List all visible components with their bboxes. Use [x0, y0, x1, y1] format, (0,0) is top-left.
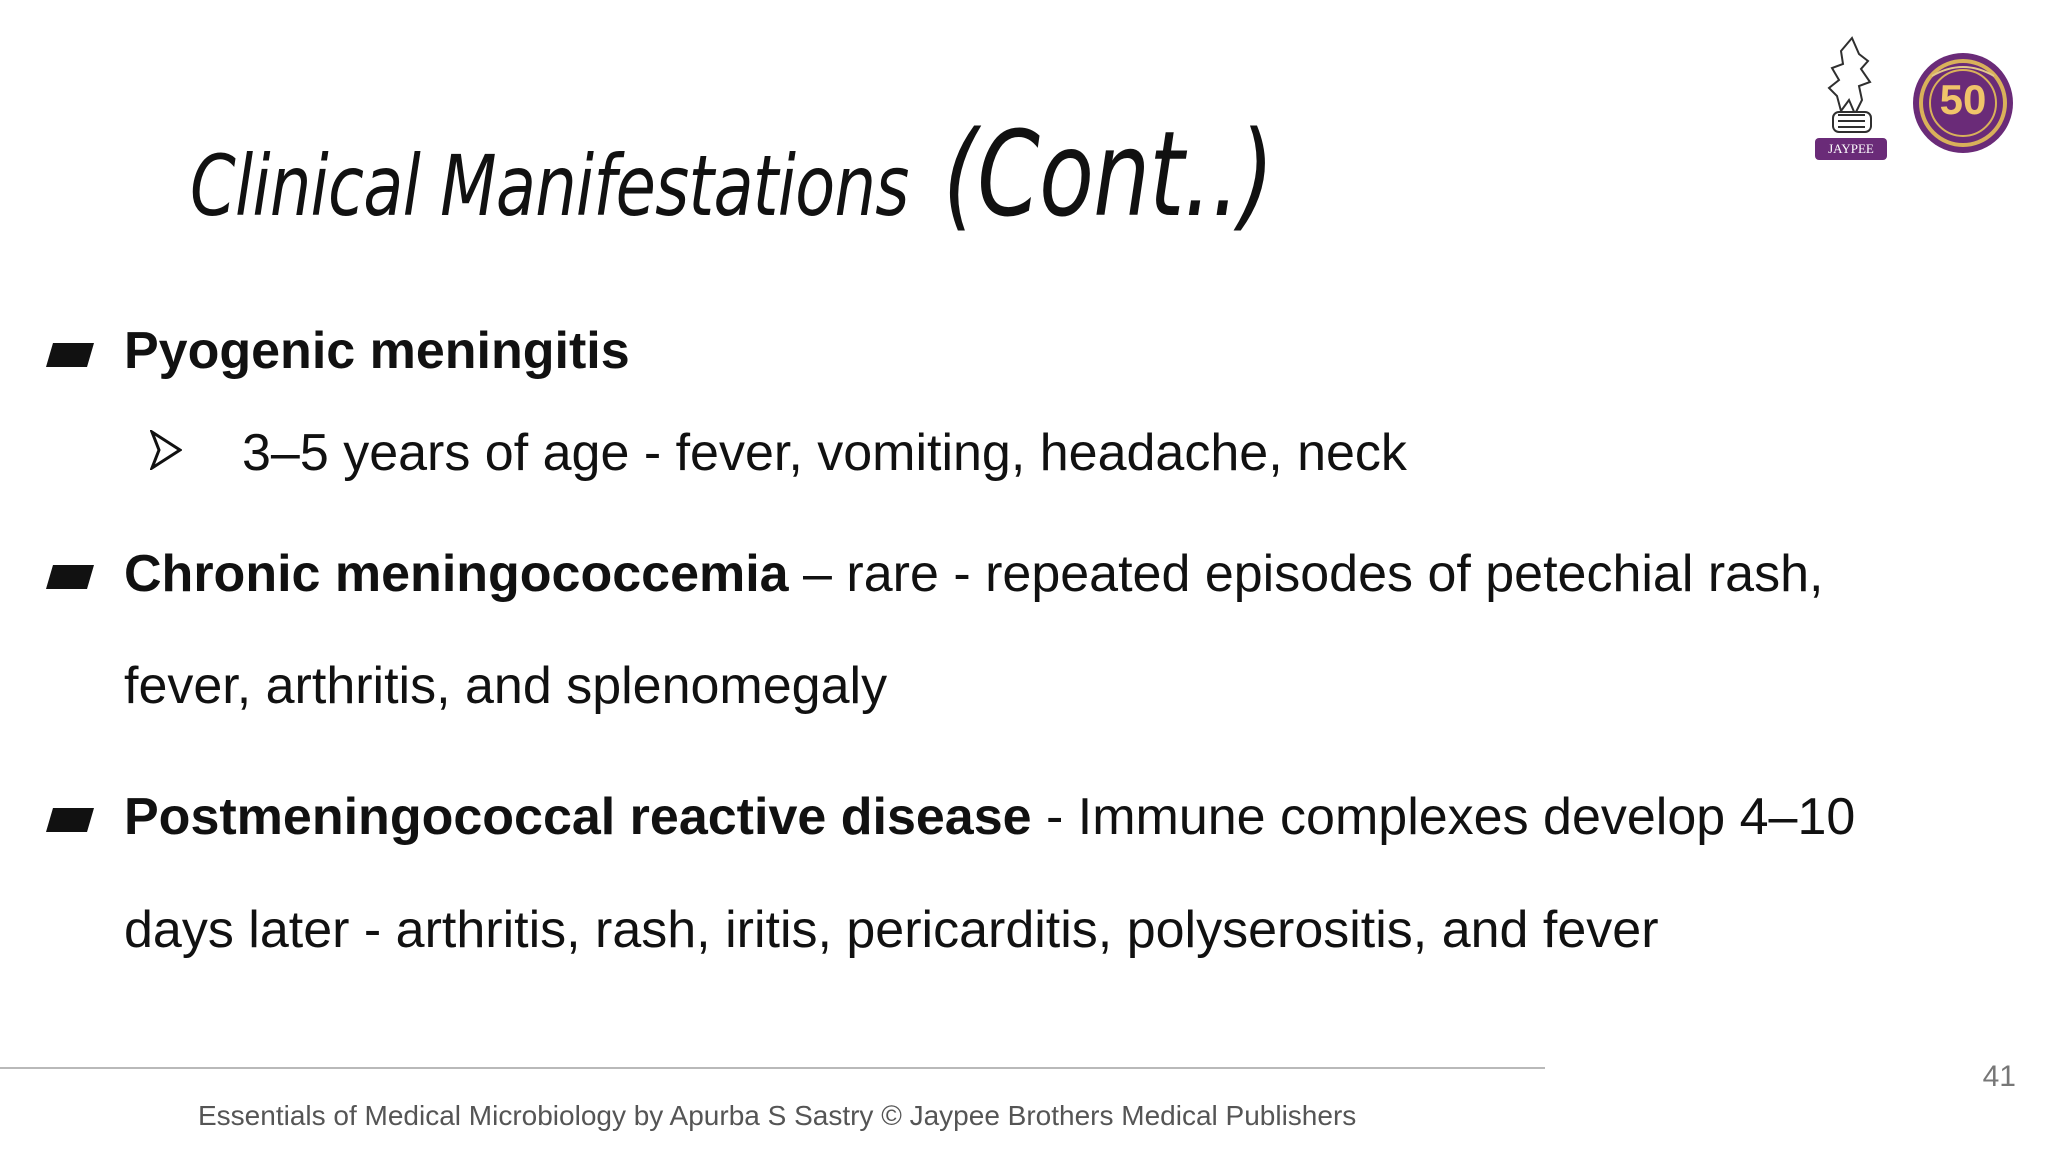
bullet-icon [46, 565, 96, 589]
fifty-years-number: 50 [1939, 76, 1987, 123]
bullet-item-2-continuation: fever, arthritis, and splenomegaly [124, 657, 888, 715]
title-main: Clinical Manifestations [190, 137, 909, 235]
arrowhead-icon [150, 430, 182, 470]
footer-divider [0, 1067, 1545, 1069]
bullet-item-2 [124, 545, 1824, 603]
jaypee-logo-text: JAYPEE [1815, 138, 1887, 160]
bullet-item-3-rest: - Immune complexes develop 4–10 [1031, 788, 1856, 846]
bullet-item-1 [124, 322, 630, 380]
bullet-item-2-rest: – rare - repeated episodes of petechial rash, [788, 545, 1824, 603]
footer-text: Essentials of Medical Microbiology by Apurba S Sastry © Jaypee Brothers Medical Publishers [198, 1100, 1357, 1131]
bullet-item-1-bold: Pyogenic meningitis [124, 322, 630, 380]
bullet-item-3 [124, 788, 1856, 846]
bullet-item-2-bold: Chronic meningococcemia [124, 545, 789, 603]
bullet-icon [46, 343, 96, 367]
sub-bullet-item: 3–5 years of age - fever, vomiting, headache, neck [242, 424, 1407, 482]
bullet-icon [46, 808, 96, 832]
bullet-item-3-continuation: days later - arthritis, rash, iritis, pericarditis, polyserositis, and fever [124, 901, 1659, 959]
title-cont: (Cont..) [943, 105, 1274, 243]
page-number: 41 [1982, 1060, 2016, 1093]
bullet-item-3-bold: Postmeningococcal reactive disease [124, 788, 1032, 846]
